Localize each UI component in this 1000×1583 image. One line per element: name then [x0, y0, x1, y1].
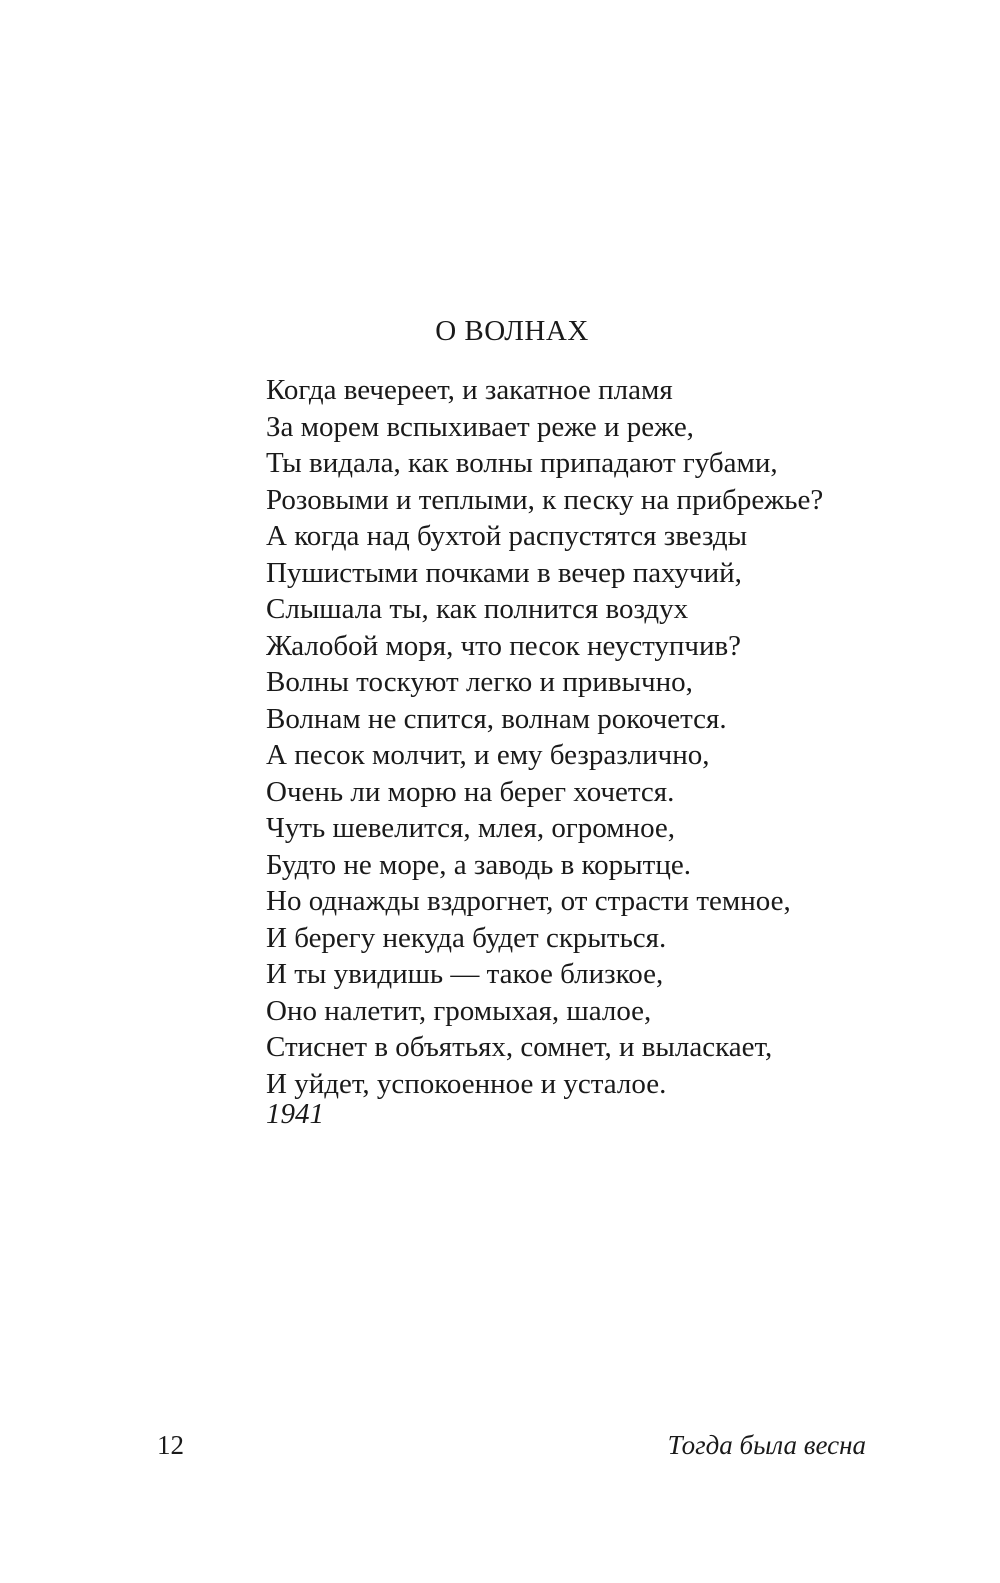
poem-line: За морем вспыхивает реже и реже, — [266, 410, 694, 443]
poem-line: И уйдет, успокоенное и усталое. — [266, 1067, 667, 1100]
poem-line: Пушистыми почками в вечер пахучий, — [266, 556, 742, 589]
poem-line: И берегу некуда будет скрыться. — [266, 921, 667, 954]
poem-line: Слышала ты, как полнится воздух — [266, 593, 689, 625]
poem-line: Волнам не спится, волнам рокочется. — [266, 702, 727, 735]
poem-line: И ты увидишь — такое близкое, — [266, 958, 664, 990]
poem-line: Очень ли морю на берег хочется. — [266, 775, 675, 808]
poem-line: Стиснет в объятьях, сомнет, и выласкает, — [266, 1031, 773, 1063]
poem-line: Розовыми и теплыми, к песку на прибрежье? — [266, 483, 824, 516]
poem-line: Чуть шевелится, млея, огромное, — [266, 812, 676, 844]
poem-line: Когда вечереет, и закатное пламя — [266, 374, 673, 406]
poem-line: А когда над бухтой распустятся звезды — [266, 520, 748, 552]
poem-line: Будто не море, а заводь в корытце. — [266, 848, 691, 881]
poem-line: Но однажды вздрогнет, от страсти темное, — [266, 885, 791, 917]
poem-line: Оно налетит, громыхая, шалое, — [266, 994, 652, 1027]
poem-title: О ВОЛНАХ — [435, 315, 589, 347]
poem-line: Волны тоскуют легко и привычно, — [266, 666, 693, 698]
poem-date: 1941 — [266, 1098, 324, 1130]
poem-body — [266, 372, 946, 1102]
poem-line: Ты видала, как волны припадают губами, — [266, 447, 778, 479]
page-number: 12 — [157, 1430, 184, 1460]
poem-line: А песок молчит, и ему безразлично, — [266, 739, 710, 771]
poem-line: Жалобой моря, что песок неуступчив? — [266, 629, 742, 662]
running-footer-book-title: Тогда была весна — [667, 1430, 866, 1460]
